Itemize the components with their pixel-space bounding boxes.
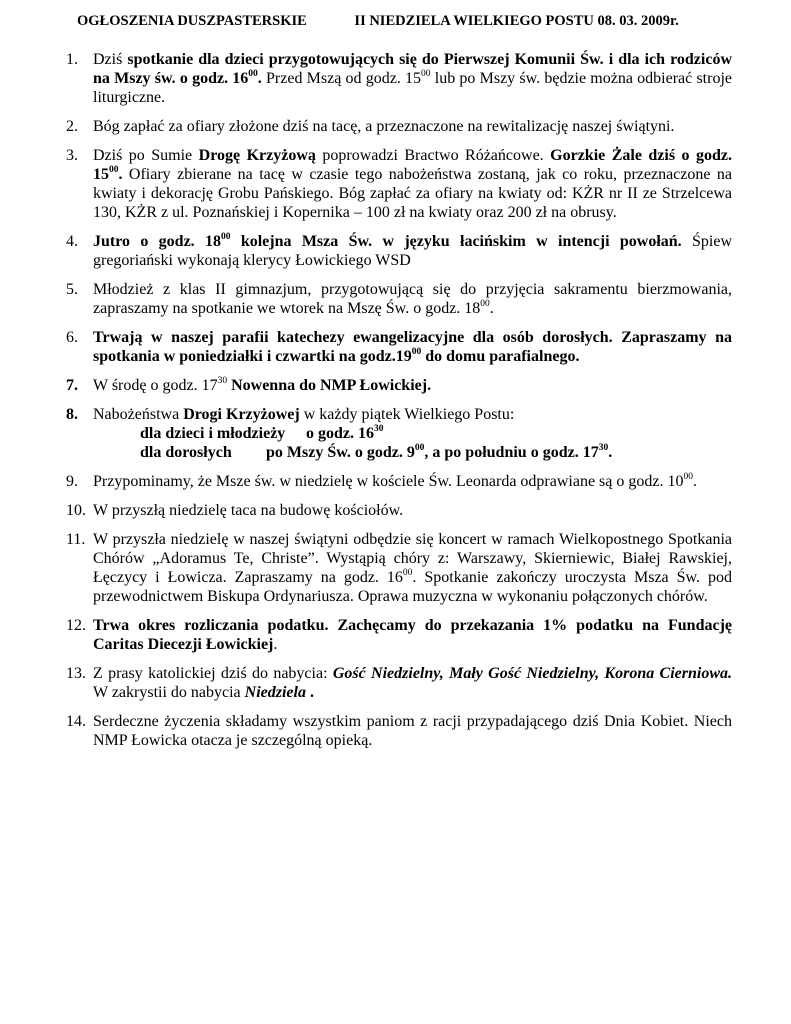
header-date: II NIEDZIELA WIELKIEGO POSTU 08. 03. 2009r. — [354, 13, 679, 29]
item-text: W przyszłą niedzielę taca na budowę kościołów. — [93, 502, 404, 519]
list-item — [66, 232, 732, 270]
list-item — [66, 280, 732, 318]
list-item — [66, 146, 732, 222]
item-number: 4. — [66, 233, 78, 250]
item-text: W środę o godz. $17^{30}$ Nowenna do NMP Łowickiej. — [93, 375, 432, 394]
list-item — [66, 472, 732, 491]
announcement-list — [66, 50, 732, 760]
item-number: 10. — [66, 502, 86, 519]
schedule-line-adults: dla dorosłych po Mszy Św. o godz. $9^{00}$, a po południu o godz. $17^{30}$. — [140, 442, 613, 461]
item-number: 14. — [66, 713, 86, 730]
item-number: 6. — [66, 329, 78, 346]
item-text: Młodzież z klas II gimnazjum, przygotowującą się do przyjęcia sakramentu bierzmowania, zapraszamy na spotkanie we wtorek na Mszę Św. o godz. $18^{00}$. — [93, 281, 732, 317]
list-item — [66, 664, 732, 702]
list-item — [66, 616, 732, 654]
item-text: Nabożeństwa Drogi Krzyżowej w każdy piątek Wielkiego Postu: dla dzieci i młodzieży o godz. $16^{30}$ dla dorosłych po Mszy Św. o godz. $9^{00}$, a po południu o godz. $17^{30}$. — [93, 405, 732, 462]
item-number: 5. — [66, 281, 78, 298]
list-item — [66, 376, 732, 395]
list-item — [66, 328, 732, 366]
item-number: 7. — [66, 377, 78, 394]
list-item — [66, 712, 732, 750]
item-text: Serdeczne życzenia składamy wszystkim paniom z racji przypadającego dziś Dnia Kobiet. Niech NMP Łowicka otacza je szczególną opieką. — [93, 713, 732, 749]
item-text: W przyszła niedzielę w naszej świątyni odbędzie się koncert w ramach Wielkopostnego Spotkania Chórów „Adoramus Te, Christe”. Wystąpią chóry z: Warszawy, Skierniewic, Białej Rawskiej, Łęczycy i Łowicza. Zapraszamy na godz. $16^{00}$. Spotkanie zakończy uroczysta Msza Św. pod przewodnictwem Biskupa Ordynariusza. Oprawa muzyczna w wykonaniu połączonych chórów. — [93, 531, 732, 605]
list-item — [66, 501, 732, 520]
page-header — [77, 13, 737, 30]
item-text: Trwają w naszej parafii katechezy ewangelizacyjne dla osób dorosłych. Zapraszamy na spotkania w poniedziałki i czwartki na $godz.19^{00}$ do domu parafialnego. — [93, 329, 732, 365]
item-number: 9. — [66, 473, 78, 490]
item-text: Z prasy katolickiej dziś do nabycia: Gość Niedzielny, Mały Gość Niedzielny, Korona Cierniowa. W zakrystii do nabycia Niedziela . — [93, 665, 733, 701]
list-item — [66, 50, 732, 107]
schedule-line-children: dla dzieci i młodzieży o godz. $16^{30}$ — [140, 423, 384, 442]
list-item — [66, 117, 732, 136]
item-number: 12. — [66, 617, 86, 634]
item-number: 11. — [66, 531, 86, 548]
item-number: 2. — [66, 118, 78, 135]
item-text: Dziś po Sumie Drogę Krzyżową poprowadzi Bractwo Różańcowe. Gorzkie Żale dziś o godz. $15^{00}$. Ofiary zbierane na tacę w czasie tego nabożeństwa zostaną, jak co roku, przeznaczone na kwiaty i dekorację Grobu Pańskiego. Bóg zapłać za ofiary na kwiaty od: KŻR nr II ze Strzelcewa 130, KŻR z ul. Poznańskiej i Kopernika – 100 zł na kwiaty oraz 200 zł na obrusy. — [93, 147, 733, 221]
item-number: 3. — [66, 147, 78, 164]
header-title: OGŁOSZENIA DUSZPASTERSKIE — [77, 13, 307, 29]
item-text: Bóg zapłać za ofiary złożone dziś na tacę, a przeznaczone na rewitalizację naszej świątyni. — [93, 118, 675, 135]
item-text: Przypominamy, że Msze św. w niedzielę w kościele Św. Leonarda odprawiane są o godz. $10^{00}$. — [93, 471, 697, 490]
item-text: Dziś spotkanie dla dzieci przygotowujących się do Pierwszej Komunii Św. i dla ich rodziców na Mszy św. o godz. $16^{00}$. Przed Mszą od godz. $15^{00}$ lub po Mszy św. będzie można odbierać stroje liturgiczne. — [93, 51, 733, 106]
item-text: Trwa okres rozliczania podatku. Zachęcamy do przekazania 1% podatku na Fundację Caritas Diecezji Łowickiej. — [93, 617, 732, 653]
list-item — [66, 405, 732, 462]
item-number: 8. — [66, 406, 78, 423]
list-item — [66, 530, 732, 606]
item-number: 13. — [66, 665, 86, 682]
item-number: 1. — [66, 51, 78, 68]
item-text: Jutro o godz. $18^{00}$ kolejna Msza Św. w języku łacińskim w intencji powołań. Śpiew gregoriański wykonają klerycy Łowickiego WSD — [93, 231, 732, 269]
